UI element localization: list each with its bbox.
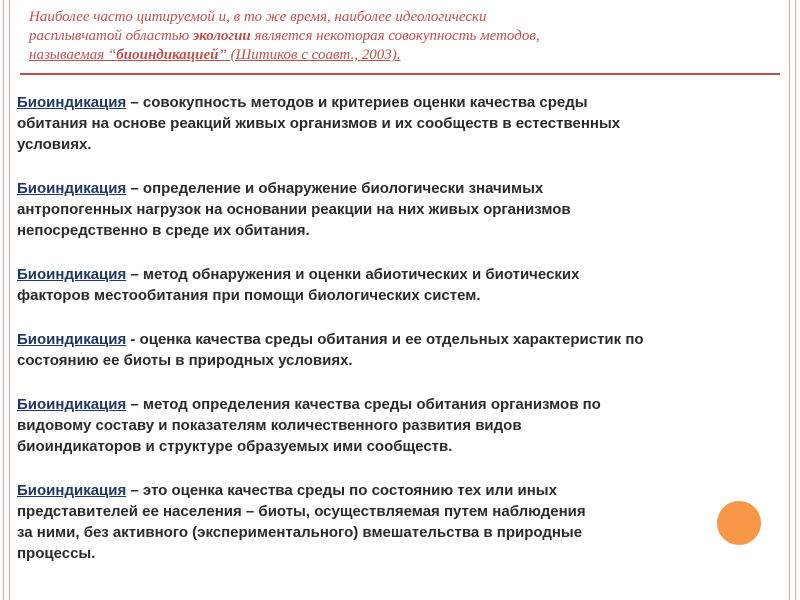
decorative-circle — [717, 501, 761, 545]
frame-line-right-outer — [795, 0, 796, 600]
header-keyword-bioindication: биоиндикацией — [116, 47, 219, 63]
frame-line-left-outer — [3, 0, 4, 600]
header-line-2: расплывчатой областью экологии является некоторая совокупность методов, — [29, 28, 540, 44]
definition-term: Биоиндикация — [17, 482, 127, 499]
slide-header — [29, 8, 749, 65]
frame-line-right-inner — [789, 0, 790, 600]
definition-item: Биоиндикация – совокупность методов и критериев оценки качества среды обитания на основе реакций живых организмов и их сообществ в естественных условиях. — [17, 94, 621, 153]
definition-item: Биоиндикация - оценка качества среды обитания и ее отдельных характеристик по состоянию ее биоты в природных условиях. — [17, 331, 644, 369]
frame-line-left-inner — [9, 0, 10, 600]
definition-item: Биоиндикация – метод обнаружения и оценки абиотических и биотических факторов местообитания при помощи биологических систем. — [17, 266, 580, 304]
header-line-1: Наиболее часто цитируемой и, в то же время, наиболее идеологически — [29, 9, 487, 25]
definition-term: Биоиндикация — [17, 180, 127, 197]
definition-item: Биоиндикация – это оценка качества среды по состоянию тех или иных представителей ее населения – биоты, осуществляемая путем наблюдения за ними, без активного (экспериментального) вмешательства в природные процессы. — [17, 482, 586, 562]
definition-term: Биоиндикация — [17, 266, 127, 283]
definition-term: Биоиндикация — [17, 396, 127, 413]
definition-item: Биоиндикация – метод определения качества среды обитания организмов по видовому составу и показателям количественного развития видов биоиндикаторов и структуре образуемых ими сообществ. — [17, 396, 601, 455]
definition-term: Биоиндикация — [17, 331, 127, 348]
header-keyword-ecology: экологии — [192, 28, 251, 44]
definition-term: Биоиндикация — [17, 94, 127, 111]
definition-item: Биоиндикация – определение и обнаружение биологически значимых антропогенных нагрузок на основании реакции на них живых организмов непосредственно в среде их обитания. — [17, 180, 571, 239]
header-line-3: называемая “биоиндикацией” (Шитиков с соавт., 2003). — [29, 47, 401, 63]
header-divider — [20, 73, 780, 75]
definitions-list — [17, 92, 777, 587]
